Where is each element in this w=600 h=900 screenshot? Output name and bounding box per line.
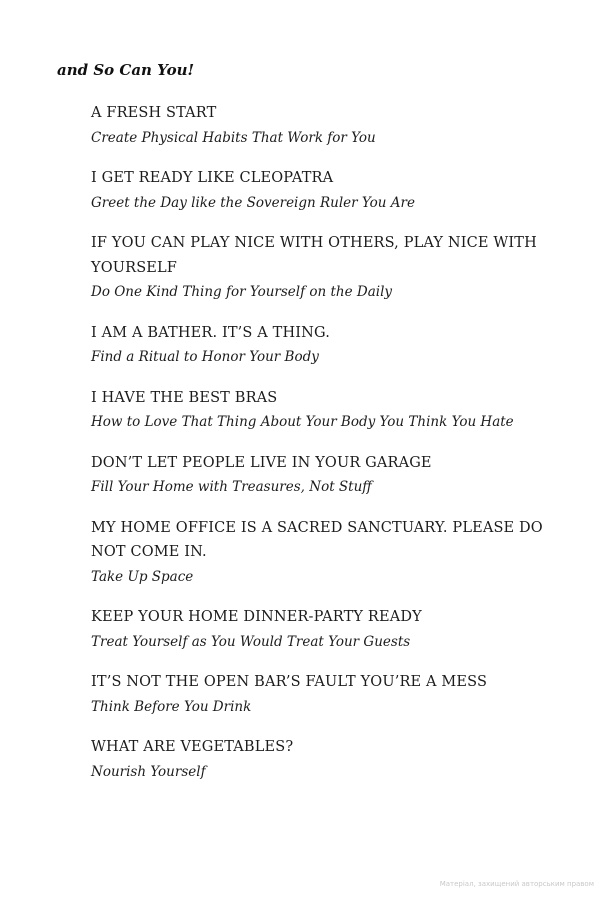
toc-entry [91, 231, 561, 304]
toc-entry-subtitle: Take Up Space [91, 568, 194, 585]
toc-entry-heading: DON’T LET PEOPLE LIVE IN YOUR GARAGE [91, 454, 432, 471]
toc-entry-heading: IF YOU CAN PLAY NICE WITH OTHERS, PLAY NICE WITH YOURSELF [91, 235, 537, 276]
toc-entry [91, 605, 561, 654]
toc-entry-heading: MY HOME OFFICE IS A SACRED SANCTUARY. PLEASE DO NOT COME IN. [91, 519, 543, 560]
toc-entry [91, 386, 561, 435]
toc-entry-subtitle: Fill Your Home with Treasures, Not Stuff [91, 479, 372, 495]
toc-entry-subtitle: Find a Ritual to Honor Your Body [91, 349, 319, 365]
toc-entry [91, 321, 561, 370]
toc-entry-heading: KEEP YOUR HOME DINNER-PARTY READY [91, 609, 422, 625]
toc-entry-heading: IT’S NOT THE OPEN BAR’S FAULT YOU’RE A MESS [91, 674, 488, 690]
toc-entry-subtitle: Treat Yourself as You Would Treat Your Guests [91, 633, 411, 650]
toc-entry [91, 516, 561, 589]
toc-entry [91, 451, 561, 500]
toc-entry [91, 101, 561, 150]
section-title: and So Can You! [57, 61, 195, 79]
toc-entry-heading: A FRESH START [91, 105, 217, 121]
toc-entry-subtitle: Greet the Day like the Sovereign Ruler You Are [91, 194, 415, 211]
toc-entry-heading: I GET READY LIKE CLEOPATRA [91, 170, 334, 186]
toc-entry-subtitle: Do One Kind Thing for Yourself on the Daily [91, 284, 393, 300]
table-of-contents [91, 101, 561, 800]
toc-entry-subtitle: Nourish Yourself [91, 763, 206, 780]
toc-entry [91, 735, 561, 784]
toc-entry-heading: I AM A BATHER. IT’S A THING. [91, 324, 330, 341]
toc-entry-heading: I HAVE THE BEST BRAS [91, 389, 278, 406]
toc-entry-subtitle: Create Physical Habits That Work for You [91, 129, 376, 146]
toc-entry [91, 670, 561, 719]
copyright-watermark: Матеріал, захищений авторським правом [439, 880, 594, 888]
toc-entry-subtitle: Think Before You Drink [91, 698, 252, 715]
toc-entry [91, 166, 561, 215]
toc-entry-heading: WHAT ARE VEGETABLES? [91, 739, 294, 755]
toc-entry-subtitle: How to Love That Thing About Your Body You Think You Hate [91, 414, 514, 430]
